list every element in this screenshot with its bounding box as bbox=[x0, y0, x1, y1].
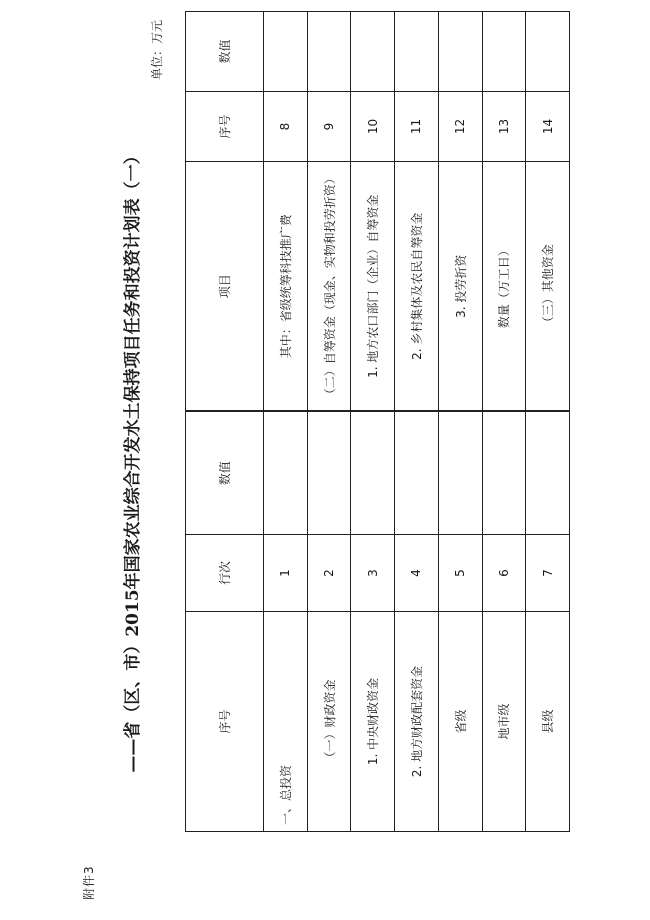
header-cell: 行次 bbox=[186, 535, 264, 612]
value-cell[interactable] bbox=[526, 12, 570, 92]
plan-table bbox=[185, 11, 570, 832]
row-item: 地市级 bbox=[482, 612, 526, 832]
table-row bbox=[526, 12, 570, 832]
header-cell: 序号 bbox=[186, 612, 264, 832]
table-row bbox=[395, 12, 439, 832]
value-cell[interactable] bbox=[264, 412, 308, 535]
header-cell: 序号 bbox=[186, 92, 264, 162]
row-item: 1. 中央财政资金 bbox=[351, 612, 395, 832]
row-number: 9 bbox=[307, 92, 351, 162]
table-row bbox=[351, 12, 395, 832]
value-cell[interactable] bbox=[438, 12, 482, 92]
table-header-row bbox=[186, 12, 264, 832]
row-number: 2 bbox=[307, 535, 351, 612]
value-cell[interactable] bbox=[526, 412, 570, 535]
row-item: 1. 地方农口部门（企业）自筹资金 bbox=[351, 162, 395, 412]
row-item: 2. 乡村集体及农民自筹资金 bbox=[395, 162, 439, 412]
header-cell: 数值 bbox=[186, 412, 264, 535]
value-cell[interactable] bbox=[351, 412, 395, 535]
row-item: 其中：省级统筹科技推广费 bbox=[264, 162, 308, 412]
row-number: 4 bbox=[395, 535, 439, 612]
table-row bbox=[264, 12, 308, 832]
value-cell[interactable] bbox=[438, 412, 482, 535]
attachment-label: 附件3 bbox=[82, 865, 96, 900]
row-item: 3. 投劳折资 bbox=[438, 162, 482, 412]
row-number: 14 bbox=[526, 92, 570, 162]
row-item: 县级 bbox=[526, 612, 570, 832]
value-cell[interactable] bbox=[395, 412, 439, 535]
row-number: 12 bbox=[438, 92, 482, 162]
row-item: （二）自筹资金（现金、实物和投劳折资） bbox=[307, 162, 351, 412]
row-number: 5 bbox=[438, 535, 482, 612]
value-cell[interactable] bbox=[395, 12, 439, 92]
row-number: 10 bbox=[351, 92, 395, 162]
row-number: 6 bbox=[482, 535, 526, 612]
row-item: 一、总投资 bbox=[264, 612, 308, 832]
row-number: 7 bbox=[526, 535, 570, 612]
table-row bbox=[438, 12, 482, 832]
value-cell[interactable] bbox=[351, 12, 395, 92]
page-title: ——省（区、市）2015年国家农业综合开发水土保持项目任务和投资计划表（一） bbox=[123, 147, 143, 773]
row-item: 省级 bbox=[438, 612, 482, 832]
row-number: 3 bbox=[351, 535, 395, 612]
value-cell[interactable] bbox=[482, 412, 526, 535]
value-cell[interactable] bbox=[264, 12, 308, 92]
table-row bbox=[482, 12, 526, 832]
header-cell: 项目 bbox=[186, 162, 264, 412]
row-item: 2. 地方财政配套资金 bbox=[395, 612, 439, 832]
row-item: （三）其他资金 bbox=[526, 162, 570, 412]
value-cell[interactable] bbox=[482, 12, 526, 92]
row-number: 1 bbox=[264, 535, 308, 612]
row-number: 8 bbox=[264, 92, 308, 162]
table-row bbox=[307, 12, 351, 832]
value-cell[interactable] bbox=[307, 12, 351, 92]
unit-label: 单位：万元 bbox=[150, 20, 164, 81]
value-cell[interactable] bbox=[307, 412, 351, 535]
row-item: （一）财政资金 bbox=[307, 612, 351, 832]
row-number: 11 bbox=[395, 92, 439, 162]
row-number: 13 bbox=[482, 92, 526, 162]
row-item: 数量（万工日） bbox=[482, 162, 526, 412]
header-cell: 数值 bbox=[186, 12, 264, 92]
